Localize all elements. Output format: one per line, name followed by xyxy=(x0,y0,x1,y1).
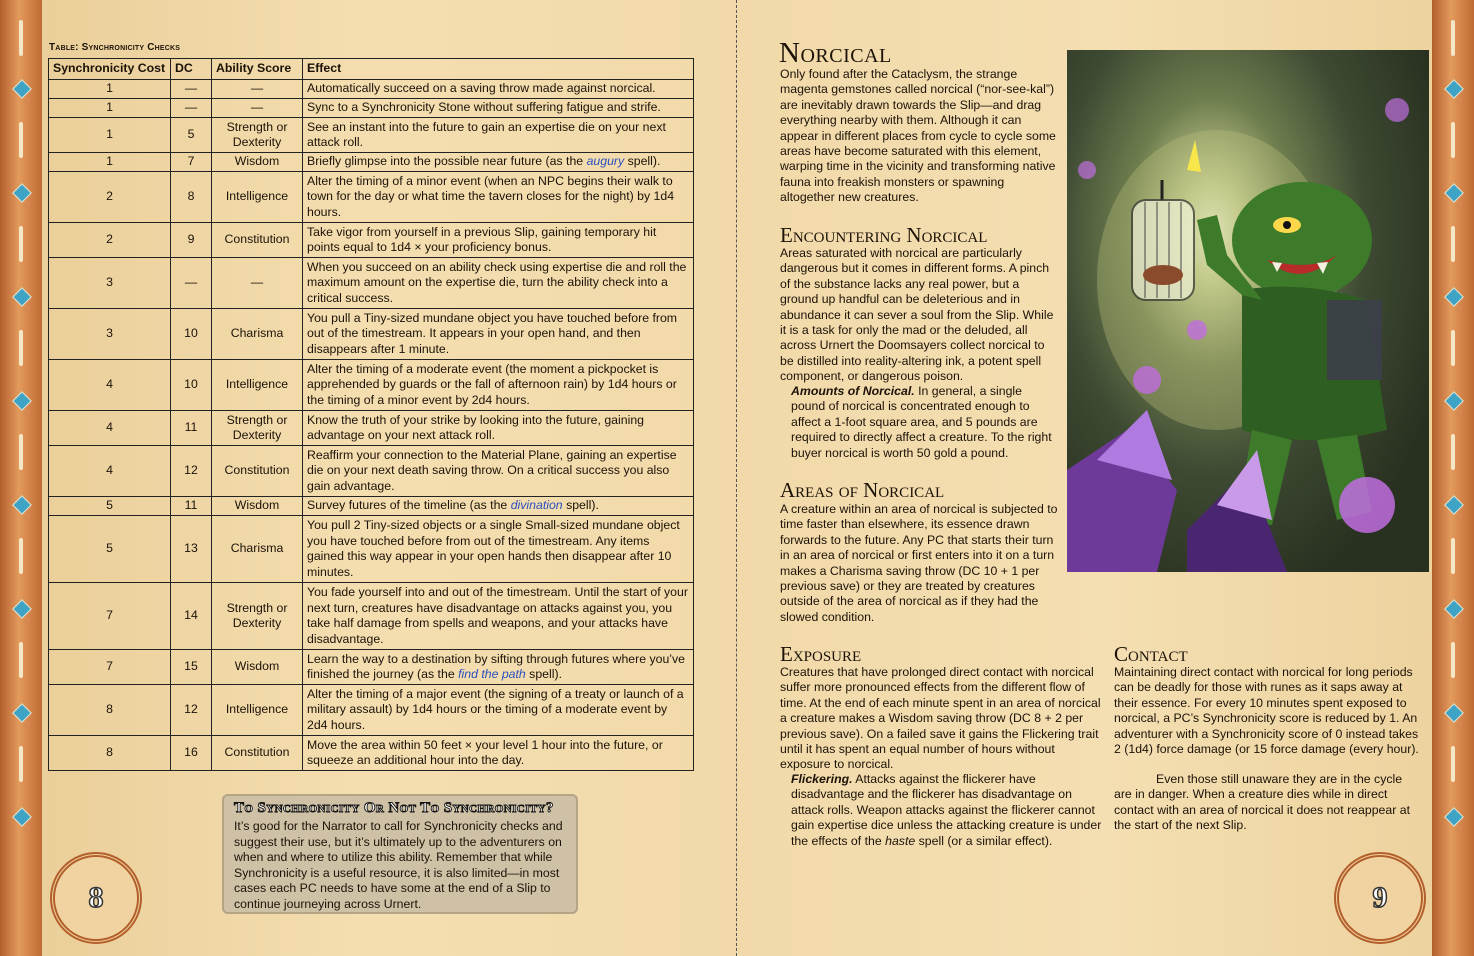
cell-dc: 9 xyxy=(171,223,212,258)
exposure-text: Creatures that have prolonged direct contact with norcical suffer more pronounced effects from the different flow of time. At the end of each minute spent in an area of norcical a creature makes a Wisdom saving throw (DC 8 + 2 per previous save). On a failed save it gains the Flickering trait until it has spent an equal number of hours without exposure to norcical. xyxy=(780,665,1101,772)
border-spike-decoration xyxy=(1451,20,1455,56)
cell-dc: 12 xyxy=(171,685,212,736)
cell-effect: You pull a Tiny-sized mundane object you have touched before from out of the timestream. It appears in your open hand, and then disappears after 1 minute. xyxy=(303,309,694,360)
cell-ability: — xyxy=(212,99,303,118)
table-caption: Table: Synchronicity Checks xyxy=(49,42,181,53)
header-effect: Effect xyxy=(303,59,694,80)
sidebar-title: To Synchronicity Or Not To Synchronicity? xyxy=(234,800,554,816)
cell-dc: 15 xyxy=(171,650,212,685)
table-row xyxy=(49,497,694,516)
cell-cost: 8 xyxy=(49,685,171,736)
cell-cost: 2 xyxy=(49,172,171,223)
cell-effect xyxy=(303,497,694,516)
areas-heading: Areas of Norcical xyxy=(780,478,945,502)
cell-dc: — xyxy=(171,258,212,309)
cell-cost: 4 xyxy=(49,446,171,497)
border-spike-decoration xyxy=(19,226,23,262)
cell-cost: 4 xyxy=(49,360,171,411)
page-gutter xyxy=(736,0,737,956)
table-row xyxy=(49,583,694,650)
cell-ability: Intelligence xyxy=(212,172,303,223)
cell-dc: 14 xyxy=(171,583,212,650)
border-spike-decoration xyxy=(19,746,23,782)
border-spike-decoration xyxy=(1451,642,1455,678)
border-spike-decoration xyxy=(1451,226,1455,262)
cell-ability: Wisdom xyxy=(212,497,303,516)
border-spike-decoration xyxy=(1451,434,1455,470)
spell-link[interactable]: divination xyxy=(510,498,563,513)
cell-ability: — xyxy=(212,258,303,309)
cell-effect: Move the area within 50 feet × your level 1 hour into the future, or squeeze an additional hour into the day. xyxy=(303,736,694,771)
goblin-artwork-svg xyxy=(1067,50,1429,572)
spell-link[interactable]: find the path xyxy=(458,667,526,681)
cell-effect: Alter the timing of a major event (the signing of a treaty or launch of a military assault) by 1d4 hours or the timing of a moderate event by 2d4 hours. xyxy=(303,685,694,736)
left-page-border xyxy=(0,0,42,956)
table-row xyxy=(49,736,694,771)
table-row xyxy=(49,80,694,99)
border-gem-icon xyxy=(12,183,32,203)
table-row xyxy=(49,411,694,446)
cell-ability: Intelligence xyxy=(212,360,303,411)
effect-text: Survey futures of the timeline (as the xyxy=(307,498,511,513)
border-gem-icon xyxy=(1444,495,1464,515)
cell-effect: You fade yourself into and out of the timestream. Until the start of your next turn, creatures have disadvantage on attacks against you, you take half damage from spells and weapons, and your attacks have disadvantage. xyxy=(303,583,694,650)
effect-text: Learn the way to a destination by sifting through futures where you’ve finished the journey (as the xyxy=(307,651,686,681)
cell-ability: Strength or Dexterity xyxy=(212,118,303,153)
cell-ability: Charisma xyxy=(212,516,303,583)
header-ability-score: Ability Score xyxy=(212,59,303,80)
cell-effect: Know the truth of your strike by looking into the future, gaining advantage on your next attack roll. xyxy=(303,411,694,446)
border-spike-decoration xyxy=(19,434,23,470)
flickering-label: Flickering. xyxy=(791,772,853,786)
cell-cost: 4 xyxy=(49,411,171,446)
border-spike-decoration xyxy=(19,122,23,158)
cell-cost: 1 xyxy=(49,99,171,118)
table-row xyxy=(49,446,694,497)
cell-cost: 3 xyxy=(49,309,171,360)
border-gem-icon xyxy=(12,79,32,99)
cell-ability: Constitution xyxy=(212,223,303,258)
page-number-left: 8 xyxy=(50,852,142,944)
border-gem-icon xyxy=(12,287,32,307)
cell-effect xyxy=(303,650,694,685)
flickering-text: Attacks against the flickerer have disadvantage and the flickerer has disadvantage on attack rolls. Weapon attacks against the flickerer cannot gain expertise dice unless the attacking creature is under the effects of the xyxy=(791,772,1102,848)
cell-effect: Automatically succeed on a saving throw made against norcical. xyxy=(303,80,694,99)
amounts-label: Amounts of Norcical. xyxy=(791,384,915,398)
page-title: Norcical xyxy=(779,37,892,69)
border-spike-decoration xyxy=(1451,538,1455,574)
border-gem-icon xyxy=(1444,391,1464,411)
table-header-row xyxy=(49,59,694,80)
cell-ability: Charisma xyxy=(212,309,303,360)
cell-dc: 11 xyxy=(171,497,212,516)
cell-dc: 13 xyxy=(171,516,212,583)
table-row xyxy=(49,360,694,411)
contact-text: Maintaining direct contact with norcical for long periods can be deadly for those with runes as it saps away at their essence. For every 10 minutes spent exposed to norcical, a PC’s Synchronicity score is reduced by 1. An adventurer with a Synchronicity score of 0 instead takes 2 (1d4) force damage (or 15 force damage (every hour). xyxy=(1114,665,1419,757)
cell-dc: 7 xyxy=(171,153,212,172)
cell-dc: 8 xyxy=(171,172,212,223)
border-gem-icon xyxy=(1444,599,1464,619)
cell-dc: — xyxy=(171,99,212,118)
table-row xyxy=(49,516,694,583)
table-row xyxy=(49,685,694,736)
border-gem-icon xyxy=(12,495,32,515)
spell-link[interactable]: augury xyxy=(586,154,625,169)
cell-effect: Take vigor from yourself in a previous Slip, gaining temporary hit points equal to 1d4 × your proficiency bonus. xyxy=(303,223,694,258)
table-row xyxy=(49,309,694,360)
cell-ability: Constitution xyxy=(212,736,303,771)
border-spike-decoration xyxy=(1451,330,1455,366)
table-body xyxy=(49,80,694,771)
cell-effect xyxy=(303,153,694,172)
table-row xyxy=(49,118,694,153)
cell-dc: 10 xyxy=(171,360,212,411)
cell-ability: Wisdom xyxy=(212,650,303,685)
effect-text-end: spell). xyxy=(624,154,661,169)
cell-cost: 2 xyxy=(49,223,171,258)
cell-ability: Strength or Dexterity xyxy=(212,583,303,650)
encountering-text: Areas saturated with norcical are particularly dangerous but it comes in different forms. A pinch of the substance lacks any real power, but a ground up handful can be deleterious and in abundance it can sever a soul from the Slip. While it is a task for only the mad or the deluded, all across Urnert the Doomsayers collect norcical to be distilled into reality-altering ink, a potent spell component, or dangerous poison. xyxy=(780,246,1054,384)
cell-cost: 5 xyxy=(49,516,171,583)
sidebar-box xyxy=(222,794,578,914)
cell-dc: 16 xyxy=(171,736,212,771)
contact-paragraph-2 xyxy=(1114,772,1422,834)
table-row xyxy=(49,172,694,223)
cell-effect: You pull 2 Tiny-sized objects or a single Small-sized mundane object you have touched before from out of the timestream. Any items gained this way appear in your open hands then disappear after 10 minutes. xyxy=(303,516,694,583)
cell-cost: 1 xyxy=(49,153,171,172)
cell-ability: Intelligence xyxy=(212,685,303,736)
border-gem-icon xyxy=(1444,703,1464,723)
cell-cost: 1 xyxy=(49,118,171,153)
cell-cost: 5 xyxy=(49,497,171,516)
right-page-border xyxy=(1432,0,1474,956)
amounts-paragraph xyxy=(780,384,1058,461)
cell-effect: Alter the timing of a moderate event (the moment a pickpocket is apprehended by guards or the fall of afternoon rain) by 1d4 hours or the timing of a minor event by 2d4 hours. xyxy=(303,360,694,411)
contact-heading: Contact xyxy=(1114,642,1188,666)
flickering-paragraph xyxy=(780,772,1102,849)
table-row xyxy=(49,153,694,172)
cell-effect: See an instant into the future to gain an expertise die on your next attack roll. xyxy=(303,118,694,153)
encountering-heading: Encountering Norcical xyxy=(780,223,988,247)
border-spike-decoration xyxy=(1451,746,1455,782)
exposure-heading: Exposure xyxy=(780,642,862,666)
cell-ability: Strength or Dexterity xyxy=(212,411,303,446)
border-spike-decoration xyxy=(19,538,23,574)
cell-effect: When you succeed on an ability check using expertise die and roll the maximum amount on the expertise die, turn the ability check into a critical success. xyxy=(303,258,694,309)
cell-cost: 3 xyxy=(49,258,171,309)
page-number-right: 9 xyxy=(1334,852,1426,944)
table-row xyxy=(49,258,694,309)
cell-effect: Reaffirm your connection to the Material Plane, gaining an expertise die on your next death saving throw. On a critical success you also gain advantage. xyxy=(303,446,694,497)
header-synchronicity-cost: Synchronicity Cost xyxy=(49,59,171,80)
border-gem-icon xyxy=(1444,287,1464,307)
cell-ability: — xyxy=(212,80,303,99)
haste-spell-link[interactable]: haste xyxy=(885,833,916,848)
border-gem-icon xyxy=(1444,79,1464,99)
goblin-illustration xyxy=(1067,50,1429,572)
flickering-text-end: spell (or a similar effect). xyxy=(915,833,1053,848)
synchronicity-table xyxy=(48,58,694,771)
table-row xyxy=(49,223,694,258)
cell-cost: 1 xyxy=(49,80,171,99)
header-dc: DC xyxy=(171,59,212,80)
cell-cost: 8 xyxy=(49,736,171,771)
border-gem-icon xyxy=(12,599,32,619)
border-gem-icon xyxy=(12,807,32,827)
contact-text-2: Even those still unaware they are in the cycle are in danger. When a creature dies while in direct contact with an area of norcical it does not reappear at the start of the next Slip. xyxy=(1114,772,1410,833)
effect-text: Briefly glimpse into the possible near future (as the xyxy=(307,154,587,169)
cell-cost: 7 xyxy=(49,583,171,650)
amounts-text: In general, a single pound of norcical is concentrated enough to affect a 1-foot square area, and 5 pounds are required to directly affect a creature. To the right buyer norcical is worth 50 gold a pound. xyxy=(791,384,1052,460)
table-row xyxy=(49,99,694,118)
border-spike-decoration xyxy=(19,20,23,56)
border-gem-icon xyxy=(12,703,32,723)
cell-cost: 7 xyxy=(49,650,171,685)
cell-ability: Constitution xyxy=(212,446,303,497)
cell-dc: 10 xyxy=(171,309,212,360)
effect-text-end: spell). xyxy=(525,667,562,681)
border-gem-icon xyxy=(12,391,32,411)
border-gem-icon xyxy=(1444,183,1464,203)
border-spike-decoration xyxy=(19,642,23,678)
border-spike-decoration xyxy=(19,330,23,366)
effect-text-end: spell). xyxy=(562,498,599,513)
cell-effect: Sync to a Synchronicity Stone without suffering fatigue and strife. xyxy=(303,99,694,118)
cell-dc: — xyxy=(171,80,212,99)
cell-dc: 12 xyxy=(171,446,212,497)
cell-dc: 11 xyxy=(171,411,212,446)
sidebar-text: It’s good for the Narrator to call for Synchronicity checks and suggest their use, but it’s ultimately up to the adventurers on when and where to utilize this ability. Remember that while Synchronicity is a useful resource, it is also limited—in most cases each PC needs to have some at the end of a Slip to continue journeying across Urnert. xyxy=(234,819,563,911)
intro-text: Only found after the Cataclysm, the strange magenta gemstones called norcical (“nor-see-kal”) are inevitably drawn towards the Slip—and drag everything nearby with them. Although it can appear in different places from cycle to cycle some areas have become saturated with this element, warping time in the vicinity and transforming native fauna into freakish monsters or spawning altogether new creatures. xyxy=(780,67,1056,205)
cell-ability: Wisdom xyxy=(212,153,303,172)
border-spike-decoration xyxy=(1451,122,1455,158)
cell-dc: 5 xyxy=(171,118,212,153)
areas-text: A creature within an area of norcical is subjected to time faster than elsewhere, its essence drawn forwards to the future. Any PC that starts their turn in an area of norcical or first enters into it on a turn makes a Charisma saving throw (DC 10 + 1 per previous save) or they are treated by creatures outside of the area of norcical as if they had the slowed condition. xyxy=(780,502,1058,624)
cell-effect: Alter the timing of a minor event (when an NPC begins their walk to town for the day or what time the tavern closes for the night) by 1d4 hours. xyxy=(303,172,694,223)
table-row xyxy=(49,650,694,685)
border-gem-icon xyxy=(1444,807,1464,827)
